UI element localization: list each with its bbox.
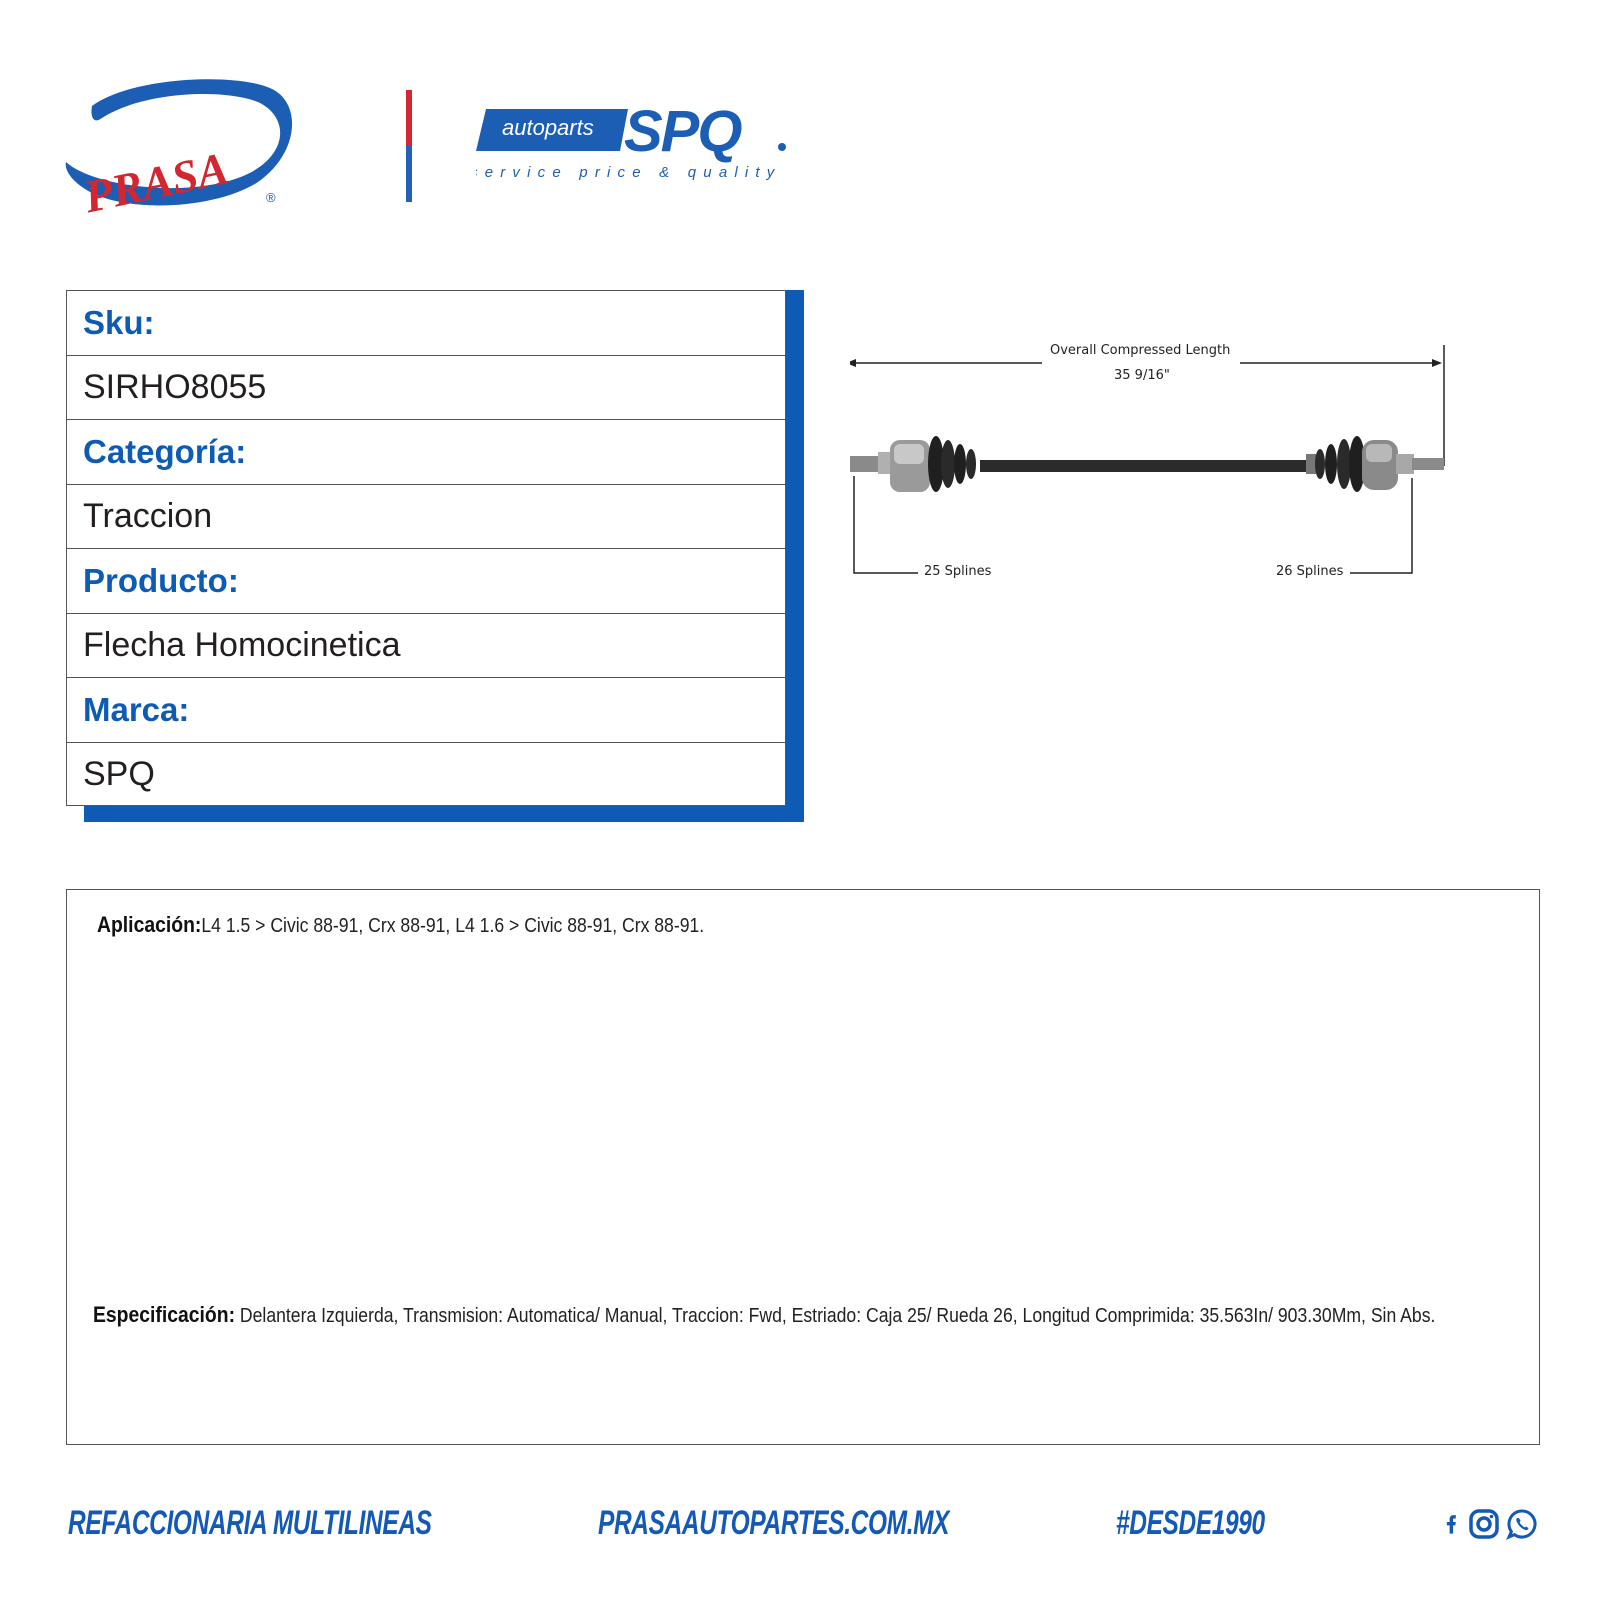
- spq-autoparts-text: autoparts: [502, 115, 594, 140]
- sku-label: Sku:: [67, 291, 785, 356]
- social-icons: [1440, 1508, 1538, 1540]
- category-label: Categoría:: [67, 420, 785, 485]
- sku-value: SIRHO8055: [67, 356, 785, 421]
- description-box: [66, 889, 1540, 1445]
- footer-website-link[interactable]: PRASAAUTOPARTES.COM.MX: [598, 1504, 950, 1542]
- spq-logo: [476, 105, 806, 190]
- product-info-table: [66, 290, 786, 806]
- right-splines-label: 26 Splines: [1276, 564, 1344, 579]
- overall-length-label: Overall Compressed Length: [1050, 343, 1231, 358]
- brand-label: Marca:: [67, 678, 785, 743]
- application-text: L4 1.5 > Civic 88-91, Crx 88-91, L4 1.6 > Civic 88-91, Crx 88-91.: [201, 915, 705, 937]
- application-line: [97, 912, 704, 938]
- whatsapp-icon[interactable]: [1506, 1508, 1538, 1540]
- instagram-icon[interactable]: [1468, 1508, 1500, 1540]
- spq-brand-text: SPQ: [624, 105, 741, 164]
- left-splines-label: 25 Splines: [924, 564, 992, 579]
- footer-tagline: REFACCIONARIA MULTILINEAS: [68, 1504, 432, 1542]
- spq-slogan: service price & quality: [476, 164, 782, 181]
- footer-hashtag: #DESDE1990: [1116, 1504, 1265, 1542]
- header-divider: [406, 90, 412, 202]
- specification-text: Delantera Izquierda, Transmision: Automatica/ Manual, Traccion: Fwd, Estriado: Caja 25/ Rueda 26, Longitud Comprimida: 35.563In/ 903.30Mm, Sin Abs.: [239, 1305, 1436, 1327]
- cv-axle-diagram: [850, 340, 1490, 600]
- product-value: Flecha Homocinetica: [67, 614, 785, 679]
- brand-value: SPQ: [83, 755, 155, 794]
- overall-length-value: 35 9/16": [1114, 368, 1170, 383]
- specification-label: Especificación:: [93, 1302, 236, 1327]
- application-label: Aplicación:: [97, 912, 202, 937]
- prasa-logo: [62, 74, 302, 220]
- product-label: Producto:: [67, 549, 785, 614]
- specification-block: [93, 1300, 1536, 1331]
- category-value: Traccion: [67, 485, 785, 550]
- facebook-icon[interactable]: [1440, 1508, 1462, 1540]
- registered-mark: ®: [266, 190, 276, 205]
- prasa-wordmark: PRASA: [79, 142, 233, 220]
